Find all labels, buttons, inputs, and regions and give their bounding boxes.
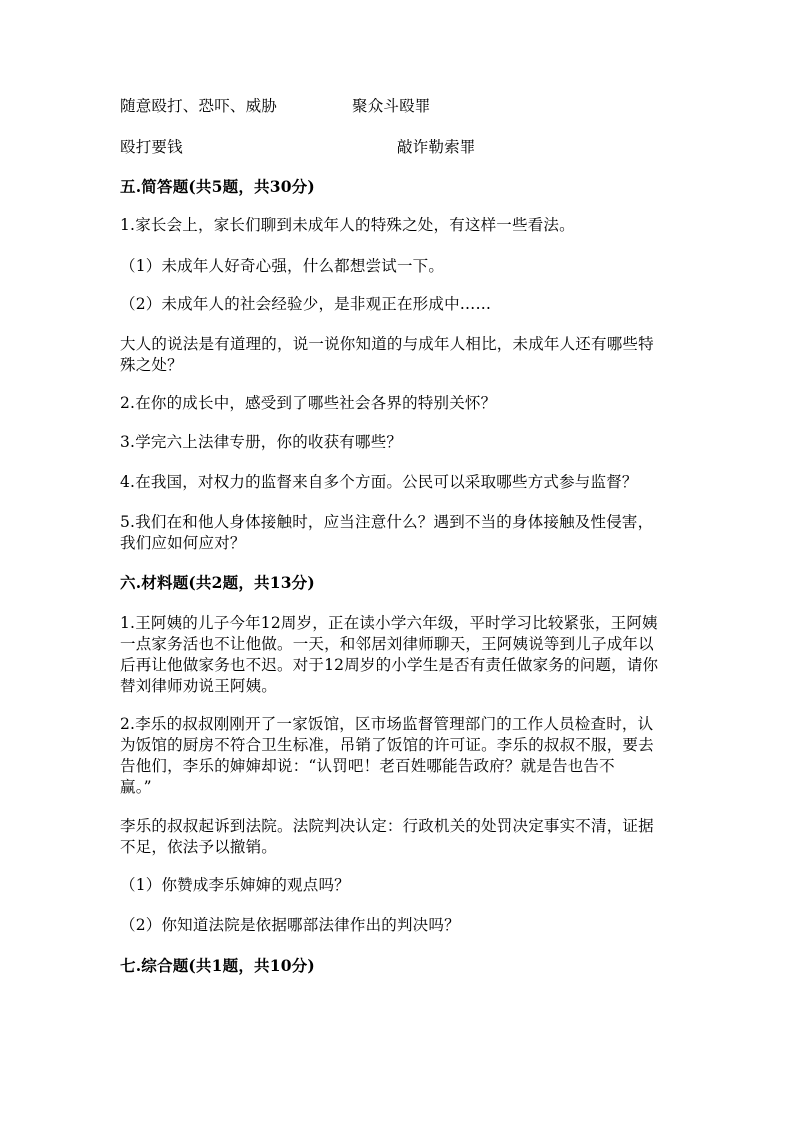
s6-q2-para2-line-2: 不足，依法予以撤销。 xyxy=(120,838,278,856)
s6-q2-line-1: 2.李乐的叔叔刚刚开了一家饭馆，区市场监督管理部门的工作人员检查时，认 xyxy=(120,715,654,733)
matching-row-1 xyxy=(120,96,680,117)
s5-question-3: 3.学完六上法律专册，你的收获有哪些？ xyxy=(120,433,403,451)
s6-q2-line-2: 为饭馆的厨房不符合卫生标准，吊销了饭馆的许可证。李乐的叔叔不服，要去 xyxy=(120,736,654,754)
s5-q1-prompt-line-1: 大人的说法是有道理的，说一说你知道的与成年人相比，未成年人还有哪些特 xyxy=(120,335,654,353)
s6-q2-line-4: 赢。” xyxy=(120,778,152,796)
section-6-title: 六.材料题(共2题，共13分) xyxy=(120,573,315,592)
section-5-title: 五.简答题(共5题，共30分) xyxy=(120,177,315,196)
s5-q1-prompt-line-2: 殊之处？ xyxy=(120,356,183,374)
s5-question-2: 2.在你的成长中，感受到了哪些社会各界的特别关怀？ xyxy=(120,394,497,412)
s5-q1-point-1: （1）未成年人好奇心强，什么都想尝试一下。 xyxy=(120,257,445,275)
matching-left-2: 殴打要钱 xyxy=(120,138,183,156)
s5-question-5-line-1: 5.我们在和他人身体接触时，应当注意什么？遇到不当的身体接触及性侵害， xyxy=(120,513,654,531)
s6-q1-line-1: 1.王阿姨的儿子今年12周岁，正在读小学六年级，平时学习比较紧张，王阿姨 xyxy=(120,614,658,632)
s6-q2-subquestion-2: （2）你知道法院是依据哪部法律作出的判决吗？ xyxy=(120,916,460,934)
matching-left-1: 随意殴打、恐吓、威胁 xyxy=(120,97,278,115)
s6-q1-line-2: 一点家务活也不让他做。一天，和邻居刘律师聊天，王阿姨说等到儿子成年以 xyxy=(120,635,654,653)
matching-right-1: 聚众斗殴罪 xyxy=(352,97,431,115)
s5-question-4: 4.在我国，对权力的监督来自多个方面。公民可以采取哪些方式参与监督？ xyxy=(120,473,638,491)
s5-question-1: 1.家长会上，家长们聊到未成年人的特殊之处，有这样一些看法。 xyxy=(120,216,575,234)
s6-q2-line-3: 告他们，李乐的婶婶却说：“认罚吧！老百姓哪能告政府？就是告也告不 xyxy=(120,757,615,775)
matching-row-2 xyxy=(120,137,680,158)
s5-question-5-line-2: 我们应如何应对？ xyxy=(120,534,246,552)
s5-q1-point-2: （2）未成年人的社会经验少，是非观正在形成中…… xyxy=(120,295,492,313)
matching-right-2: 敲诈勒索罪 xyxy=(397,138,476,156)
s6-q2-subquestion-1: （1）你赞成李乐婶婶的观点吗？ xyxy=(120,876,350,894)
section-7-title: 七.综合题(共1题，共10分) xyxy=(120,956,315,975)
s6-q2-para2-line-1: 李乐的叔叔起诉到法院。法院判决认定：行政机关的处罚决定事实不清，证据 xyxy=(120,817,654,835)
s6-q1-line-3: 后再让他做家务也不迟。对于12周岁的小学生是否有责任做家务的问题，请你 xyxy=(120,656,659,674)
s6-q1-line-4: 替刘律师劝说王阿姨。 xyxy=(120,677,278,695)
